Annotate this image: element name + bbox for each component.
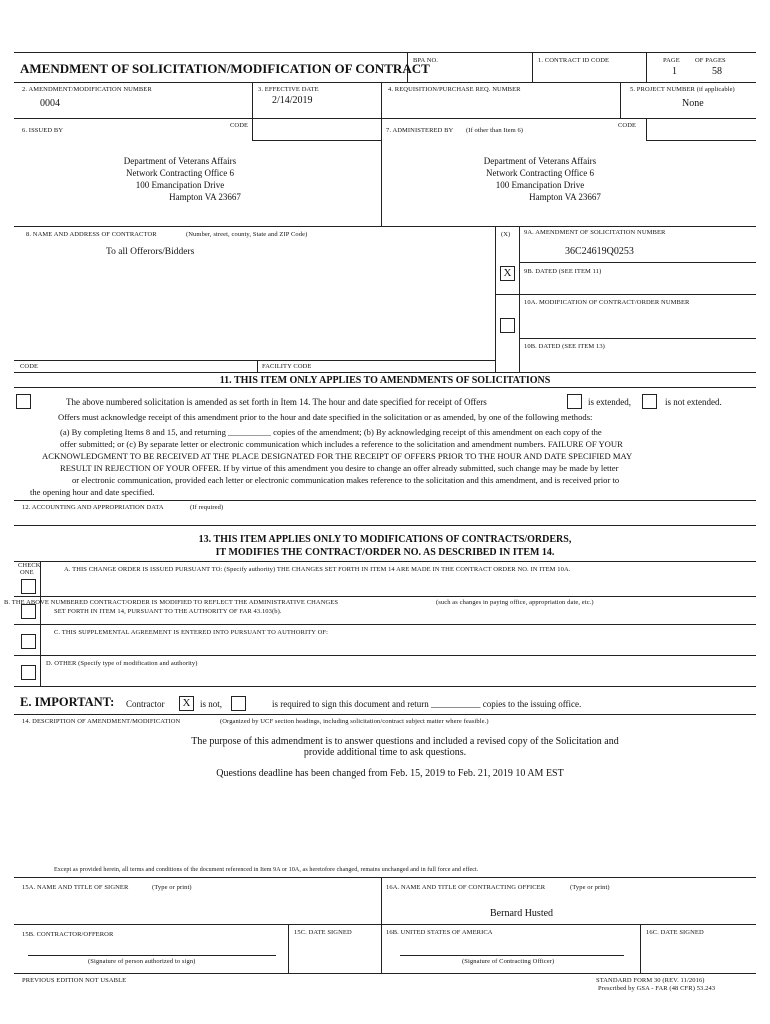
top-border	[14, 52, 756, 53]
pages-total: 58	[712, 66, 722, 77]
administered-by-address: Department of Veterans Affairs Network Contracting Office 6 100 Emancipation Drive Hampton VA 23667	[483, 156, 601, 202]
not-extended-text: is not extended.	[665, 397, 722, 407]
project-label: 5. PROJECT NUMBER (if applicable)	[630, 86, 735, 93]
not-extended-checkbox[interactable]	[642, 394, 657, 409]
item9b-dated-label: 9B. DATED (SEE ITEM 11)	[524, 268, 602, 275]
contractor-code-label: CODE	[20, 363, 39, 370]
x-column-label: (X)	[501, 231, 511, 238]
amendment-number: 0004	[40, 98, 60, 109]
modification-number-label: 10A. MODIFICATION OF CONTRACT/ORDER NUMBER	[524, 299, 690, 306]
item13c-text: C. THIS SUPPLEMENTAL AGREEMENT IS ENTERED INTO PURSUANT TO AUTHORITY OF:	[54, 629, 328, 636]
previous-edition: PREVIOUS EDITION NOT USABLE	[22, 977, 127, 984]
officer-signature-caption: (Signature of Contracting Officer)	[462, 958, 555, 965]
signer-signature-caption: (Signature of person authorized to sign)	[88, 958, 196, 965]
contractor-label: 8. NAME AND ADDRESS OF CONTRACTOR	[26, 231, 157, 238]
contractor-date-label: 15C. DATE SIGNED	[294, 929, 352, 936]
important-label: E. IMPORTANT:	[20, 695, 115, 709]
description-paragraph-2: provide additional time to ask questions.	[303, 747, 467, 758]
facility-code-label: FACILITY CODE	[262, 363, 312, 370]
effective-date-label: 3. EFFECTIVE DATE	[258, 86, 319, 93]
item13b-text-2: SET FORTH IN ITEM 14, PURSUANT TO THE AUTHORITY OF FAR 43.103(b).	[54, 608, 282, 615]
item11-line1: The above numbered solicitation is amended as set forth in Item 14. The hour and date specified for receipt of Offers	[66, 397, 487, 407]
accounting-note: (If required)	[190, 504, 224, 511]
item13b-note: (such as changes in paying office, appropriation date, etc.)	[436, 599, 594, 606]
standard-form: STANDARD FORM 30 (REV. 11/2016)	[596, 977, 705, 984]
item10-checkbox[interactable]	[500, 318, 515, 333]
contractor-note: (Number, street, county, State and ZIP Code)	[186, 231, 308, 238]
item11-heading: 11. THIS ITEM ONLY APPLIES TO AMENDMENTS OF SOLICITATIONS	[219, 375, 551, 386]
accounting-label: 12. ACCOUNTING AND APPROPRIATION DATA	[22, 504, 164, 511]
form-title: AMENDMENT OF SOLICITATION/MODIFICATION OF CONTRACT	[20, 61, 430, 76]
administered-code-label: CODE	[618, 122, 637, 129]
check-one-label-1: CHECK	[18, 562, 41, 569]
prescribed-by: Prescribed by GSA - FAR (48 CFR) 53.243	[598, 985, 716, 992]
is-not-checkbox[interactable]: X	[179, 696, 194, 711]
requisition-label: 4. REQUISITION/PURCHASE REQ. NUMBER	[388, 86, 521, 93]
amendment-label: 2. AMENDMENT/MODIFICATION NUMBER	[22, 86, 152, 93]
is-not-text: is not,	[200, 699, 223, 709]
description-paragraph-1: The purpose of this admendment is to answer questions and included a revised copy of the Solicitation and	[191, 736, 619, 747]
item13a-checkbox[interactable]	[21, 579, 36, 594]
effective-date: 2/14/2019	[272, 95, 313, 106]
important-contractor: Contractor	[126, 699, 165, 709]
solicitation-number: 36C24619Q0253	[565, 246, 634, 257]
issued-code-label: CODE	[230, 122, 249, 129]
officer-date-label: 16C. DATE SIGNED	[646, 929, 704, 936]
item13-heading-2: IT MODIFIES THE CONTRACT/ORDER NO. AS DESCRIBED IN ITEM 14.	[215, 547, 555, 558]
administered-note: (If other than Item 6)	[466, 127, 524, 134]
amendment-solicitation-label: 9A. AMENDMENT OF SOLICITATION NUMBER	[524, 229, 666, 236]
extended-text: is extended,	[588, 397, 631, 407]
item11-main-checkbox[interactable]	[16, 394, 31, 409]
item13d-checkbox[interactable]	[21, 665, 36, 680]
project-number: None	[682, 98, 704, 109]
officer-name-note: (Type or print)	[570, 884, 610, 891]
important-rest: is required to sign this document and return ___________ copies to the issuing office.	[272, 699, 582, 709]
item13c-checkbox[interactable]	[21, 634, 36, 649]
is-required-checkbox[interactable]	[231, 696, 246, 711]
signer-name-note: (Type or print)	[152, 884, 192, 891]
officer-name: Bernard Husted	[490, 908, 554, 919]
description-label: 14. DESCRIPTION OF AMENDMENT/MODIFICATION	[22, 718, 181, 725]
item13b-text-1: B. THE ABOVE NUMBERED CONTRACT/ORDER IS MODIFIED TO REFLECT THE ADMINISTRATIVE CHANGES	[4, 599, 339, 606]
item10b-dated-label: 10B. DATED (SEE ITEM 13)	[524, 343, 605, 350]
page-number: 1	[672, 66, 677, 77]
page-label: PAGE	[663, 57, 680, 64]
issued-by-address: Department of Veterans Affairs Network Contracting Office 6 100 Emancipation Drive Hampton VA 23667	[123, 156, 241, 202]
item9-checkbox[interactable]: X	[500, 266, 515, 281]
item13b-checkbox[interactable]	[21, 604, 36, 619]
extended-checkbox[interactable]	[567, 394, 582, 409]
item11-paragraph: (a) By completing Items 8 and 15, and returning __________ copies of the amendment; (b) By acknowledging receipt of this amendment on each copy of the offer submitted; or (c) By separate letter or electronic communication which includes a reference to the solicitation and amendment numbers. FAILURE OF YOUR ACKNOWLEDGMENT TO BE RECEIVED AT THE PLACE DESIGNATED FOR THE RECEIPT OF OFFERS PRIOR TO THE HOUR AND DATE SPECIFIED MAY RESULT IN REJECTION OF YOUR OFFER. If by virtue of this amendment you desire to change an offer already submitted, such change may be made by letter or electronic communication, provided each letter or electronic communication makes reference to the solicitation and this amendment, and is received prior to the opening hour and date specified.	[30, 427, 633, 497]
officer-name-label: 16A. NAME AND TITLE OF CONTRACTING OFFICER	[386, 884, 546, 891]
bpa-label: BPA NO.	[413, 57, 439, 64]
administered-by-label: 7. ADMINISTERED BY	[386, 127, 454, 134]
item13d-text: D. OTHER (Specify type of modification and authority)	[46, 660, 198, 667]
signer-name-label: 15A. NAME AND TITLE OF SIGNER	[22, 884, 129, 891]
item11-line2: Offers must acknowledge receipt of this amendment prior to the hour and date specified in the solicitation or as amended, by one of the following methods:	[58, 412, 593, 422]
description-paragraph-3: Questions deadline has been changed from Feb. 15, 2019 to Feb. 21, 2019 10 AM EST	[216, 768, 564, 779]
check-one-label-2: ONE	[20, 569, 34, 576]
contract-id-label: 1. CONTRACT ID CODE	[538, 57, 610, 64]
description-note: (Organized by UCF section headings, including solicitation/contract subject matter where feasible.)	[220, 718, 489, 725]
item13-heading-1: 13. THIS ITEM APPLIES ONLY TO MODIFICATIONS OF CONTRACTS/ORDERS,	[198, 534, 572, 545]
item13a-text: A. THIS CHANGE ORDER IS ISSUED PURSUANT TO: (Specify authority) THE CHANGES SET FORTH IN ITEM 14 ARE MADE IN THE CONTRACT ORDER NO. IN ITEM 10A.	[64, 566, 571, 573]
united-states-label: 16B. UNITED STATES OF AMERICA	[386, 929, 493, 936]
of-pages-label: OF PAGES	[695, 57, 726, 64]
issued-by-label: 6. ISSUED BY	[22, 127, 64, 134]
except-statement: Except as provided herein, all terms and conditions of the document referenced in Item 9A or 10A, as heretofore changed, remains unchanged and in full force and effect.	[54, 867, 479, 873]
contractor-value: To all Offerors/Bidders	[106, 247, 195, 257]
contractor-offeror-label: 15B. CONTRACTOR/OFFEROR	[22, 931, 114, 938]
